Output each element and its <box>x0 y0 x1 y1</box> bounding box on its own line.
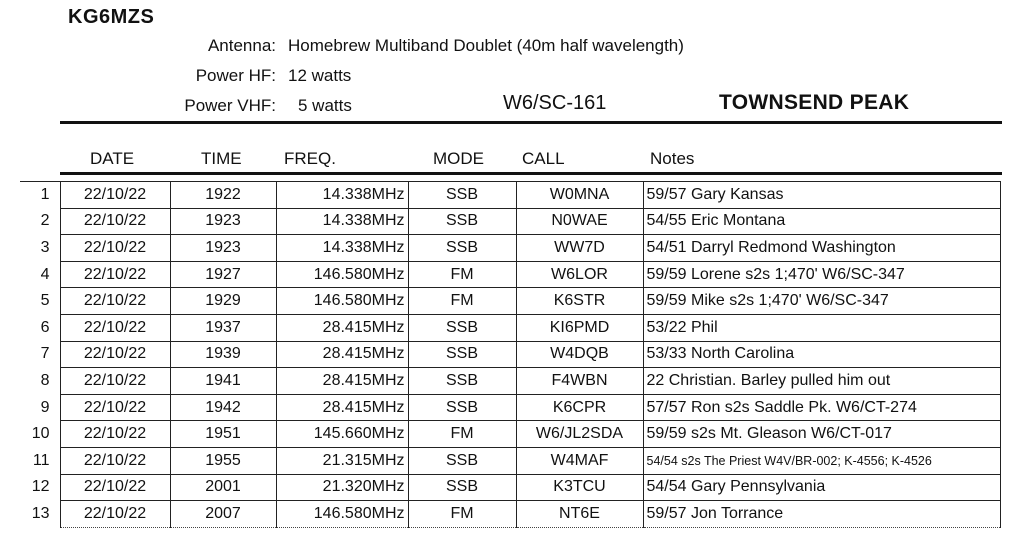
cell-call: N0WAE <box>516 208 643 235</box>
cell-call: NT6E <box>516 501 643 528</box>
table-row <box>20 368 1000 395</box>
col-header-call: CALL <box>522 149 565 168</box>
row-number: 13 <box>31 504 50 522</box>
cell-time: 1951 <box>170 421 276 448</box>
col-header-time: TIME <box>201 149 242 168</box>
table-row <box>20 182 1000 209</box>
cell-time: 1937 <box>170 314 276 341</box>
cell-notes: 59/57 Jon Torrance <box>643 501 1000 528</box>
cell-notes: 53/33 North Carolina <box>643 341 1000 368</box>
col-header-freq: FREQ. <box>284 149 336 168</box>
table-row <box>20 208 1000 235</box>
row-number: 1 <box>20 182 60 209</box>
cell-date: 22/10/22 <box>60 182 170 209</box>
cell-mode: SSB <box>408 394 516 421</box>
operator-callsign: KG6MZS <box>68 6 155 28</box>
cell-call: W6LOR <box>516 261 643 288</box>
cell-call: K6CPR <box>516 394 643 421</box>
cell-frequency: 146.580MHz <box>276 288 408 315</box>
cell-notes: 53/22 Phil <box>643 314 1000 341</box>
cell-time: 2001 <box>170 474 276 501</box>
row-number: 5 <box>40 292 50 310</box>
cell-call: W4DQB <box>516 341 643 368</box>
table-row <box>20 501 1000 528</box>
table-row <box>20 314 1000 341</box>
cell-call: W0MNA <box>516 182 643 209</box>
cell-date: 22/10/22 <box>60 208 170 235</box>
cell-frequency: 14.338MHz <box>276 235 408 262</box>
table-row <box>20 235 1000 262</box>
power-hf-label: Power HF: <box>195 66 276 85</box>
power-vhf-value: 5 watts <box>298 96 352 115</box>
cell-mode: SSB <box>408 182 516 209</box>
col-header-date: DATE <box>90 149 135 168</box>
row-number: 10 <box>31 425 50 443</box>
cell-notes: 54/54 Gary Pennsylvania <box>643 474 1000 501</box>
cell-time: 1922 <box>170 182 276 209</box>
cell-frequency: 21.315MHz <box>276 447 408 474</box>
cell-frequency: 28.415MHz <box>276 394 408 421</box>
cell-date: 22/10/22 <box>60 447 170 474</box>
cell-frequency: 28.415MHz <box>276 368 408 395</box>
cell-mode: SSB <box>408 368 516 395</box>
cell-time: 1942 <box>170 394 276 421</box>
cell-frequency: 28.415MHz <box>276 314 408 341</box>
cell-notes: 54/55 Eric Montana <box>643 208 1000 235</box>
cell-call: KI6PMD <box>516 314 643 341</box>
row-number: 11 <box>32 451 50 469</box>
cell-call: K6STR <box>516 288 643 315</box>
cell-date: 22/10/22 <box>60 368 170 395</box>
cell-mode: SSB <box>408 208 516 235</box>
cell-frequency: 14.338MHz <box>276 208 408 235</box>
summit-reference: W6/SC-161 <box>503 92 607 114</box>
cell-call: WW7D <box>516 235 643 262</box>
cell-mode: SSB <box>408 474 516 501</box>
cell-frequency: 146.580MHz <box>276 261 408 288</box>
antenna-label: Antenna: <box>207 36 276 55</box>
cell-time: 1929 <box>170 288 276 315</box>
cell-date: 22/10/22 <box>60 421 170 448</box>
row-number: 8 <box>40 371 50 389</box>
cell-mode: FM <box>408 288 516 315</box>
cell-call: F4WBN <box>516 368 643 395</box>
row-number: 6 <box>40 318 50 336</box>
cell-time: 1923 <box>170 235 276 262</box>
row-number: 2 <box>40 212 50 230</box>
cell-notes: 59/59 Mike s2s 1;470' W6/SC-347 <box>643 288 1000 315</box>
cell-mode: FM <box>408 501 516 528</box>
table-row <box>20 421 1000 448</box>
cell-date: 22/10/22 <box>60 394 170 421</box>
power-hf-value: 12 watts <box>288 66 352 85</box>
cell-time: 1939 <box>170 341 276 368</box>
cell-date: 22/10/22 <box>60 314 170 341</box>
row-number: 3 <box>40 238 50 256</box>
cell-notes: 22 Christian. Barley pulled him out <box>643 368 1000 395</box>
cell-mode: FM <box>408 421 516 448</box>
cell-date: 22/10/22 <box>60 474 170 501</box>
cell-notes: 54/51 Darryl Redmond Washington <box>643 235 1000 262</box>
cell-date: 22/10/22 <box>60 341 170 368</box>
cell-time: 1941 <box>170 368 276 395</box>
qso-log-body <box>20 182 1000 528</box>
cell-mode: SSB <box>408 447 516 474</box>
table-row <box>20 288 1000 315</box>
cell-mode: SSB <box>408 314 516 341</box>
cell-call: W6/JL2SDA <box>516 421 643 448</box>
cell-date: 22/10/22 <box>60 288 170 315</box>
column-header-divider <box>60 172 1002 175</box>
cell-notes: 57/57 Ron s2s Saddle Pk. W6/CT-274 <box>643 394 1000 421</box>
cell-mode: FM <box>408 261 516 288</box>
table-row <box>20 394 1000 421</box>
cell-frequency: 146.580MHz <box>276 501 408 528</box>
header-divider <box>60 121 1002 124</box>
power-vhf-label: Power VHF: <box>184 96 276 115</box>
col-header-mode: MODE <box>433 149 484 168</box>
cell-date: 22/10/22 <box>60 235 170 262</box>
table-row <box>20 447 1000 474</box>
cell-frequency: 14.338MHz <box>276 182 408 209</box>
cell-date: 22/10/22 <box>60 501 170 528</box>
table-row <box>20 341 1000 368</box>
cell-mode: SSB <box>408 235 516 262</box>
cell-frequency: 28.415MHz <box>276 341 408 368</box>
cell-time: 1923 <box>170 208 276 235</box>
cell-notes: 59/59 Lorene s2s 1;470' W6/SC-347 <box>643 261 1000 288</box>
row-number: 9 <box>40 398 50 416</box>
cell-notes: 59/59 s2s Mt. Gleason W6/CT-017 <box>643 421 1000 448</box>
cell-time: 1927 <box>170 261 276 288</box>
cell-date: 22/10/22 <box>60 261 170 288</box>
cell-call: W4MAF <box>516 447 643 474</box>
summit-name: TOWNSEND PEAK <box>719 91 910 114</box>
cell-call: K3TCU <box>516 474 643 501</box>
row-number: 7 <box>40 345 50 363</box>
table-row <box>20 261 1000 288</box>
col-header-notes: Notes <box>650 149 695 168</box>
cell-time: 2007 <box>170 501 276 528</box>
cell-frequency: 21.320MHz <box>276 474 408 501</box>
row-number: 4 <box>40 265 50 283</box>
antenna-value: Homebrew Multiband Doublet (40m half wavelength) <box>288 36 684 55</box>
qso-log-table <box>20 181 1001 528</box>
cell-notes: 54/54 s2s The Priest W4V/BR-002; K-4556; K-4526 <box>643 447 1000 474</box>
cell-frequency: 145.660MHz <box>276 421 408 448</box>
cell-notes: 59/57 Gary Kansas <box>643 182 1000 209</box>
cell-mode: SSB <box>408 341 516 368</box>
table-row <box>20 474 1000 501</box>
row-number: 12 <box>31 478 50 496</box>
cell-time: 1955 <box>170 447 276 474</box>
